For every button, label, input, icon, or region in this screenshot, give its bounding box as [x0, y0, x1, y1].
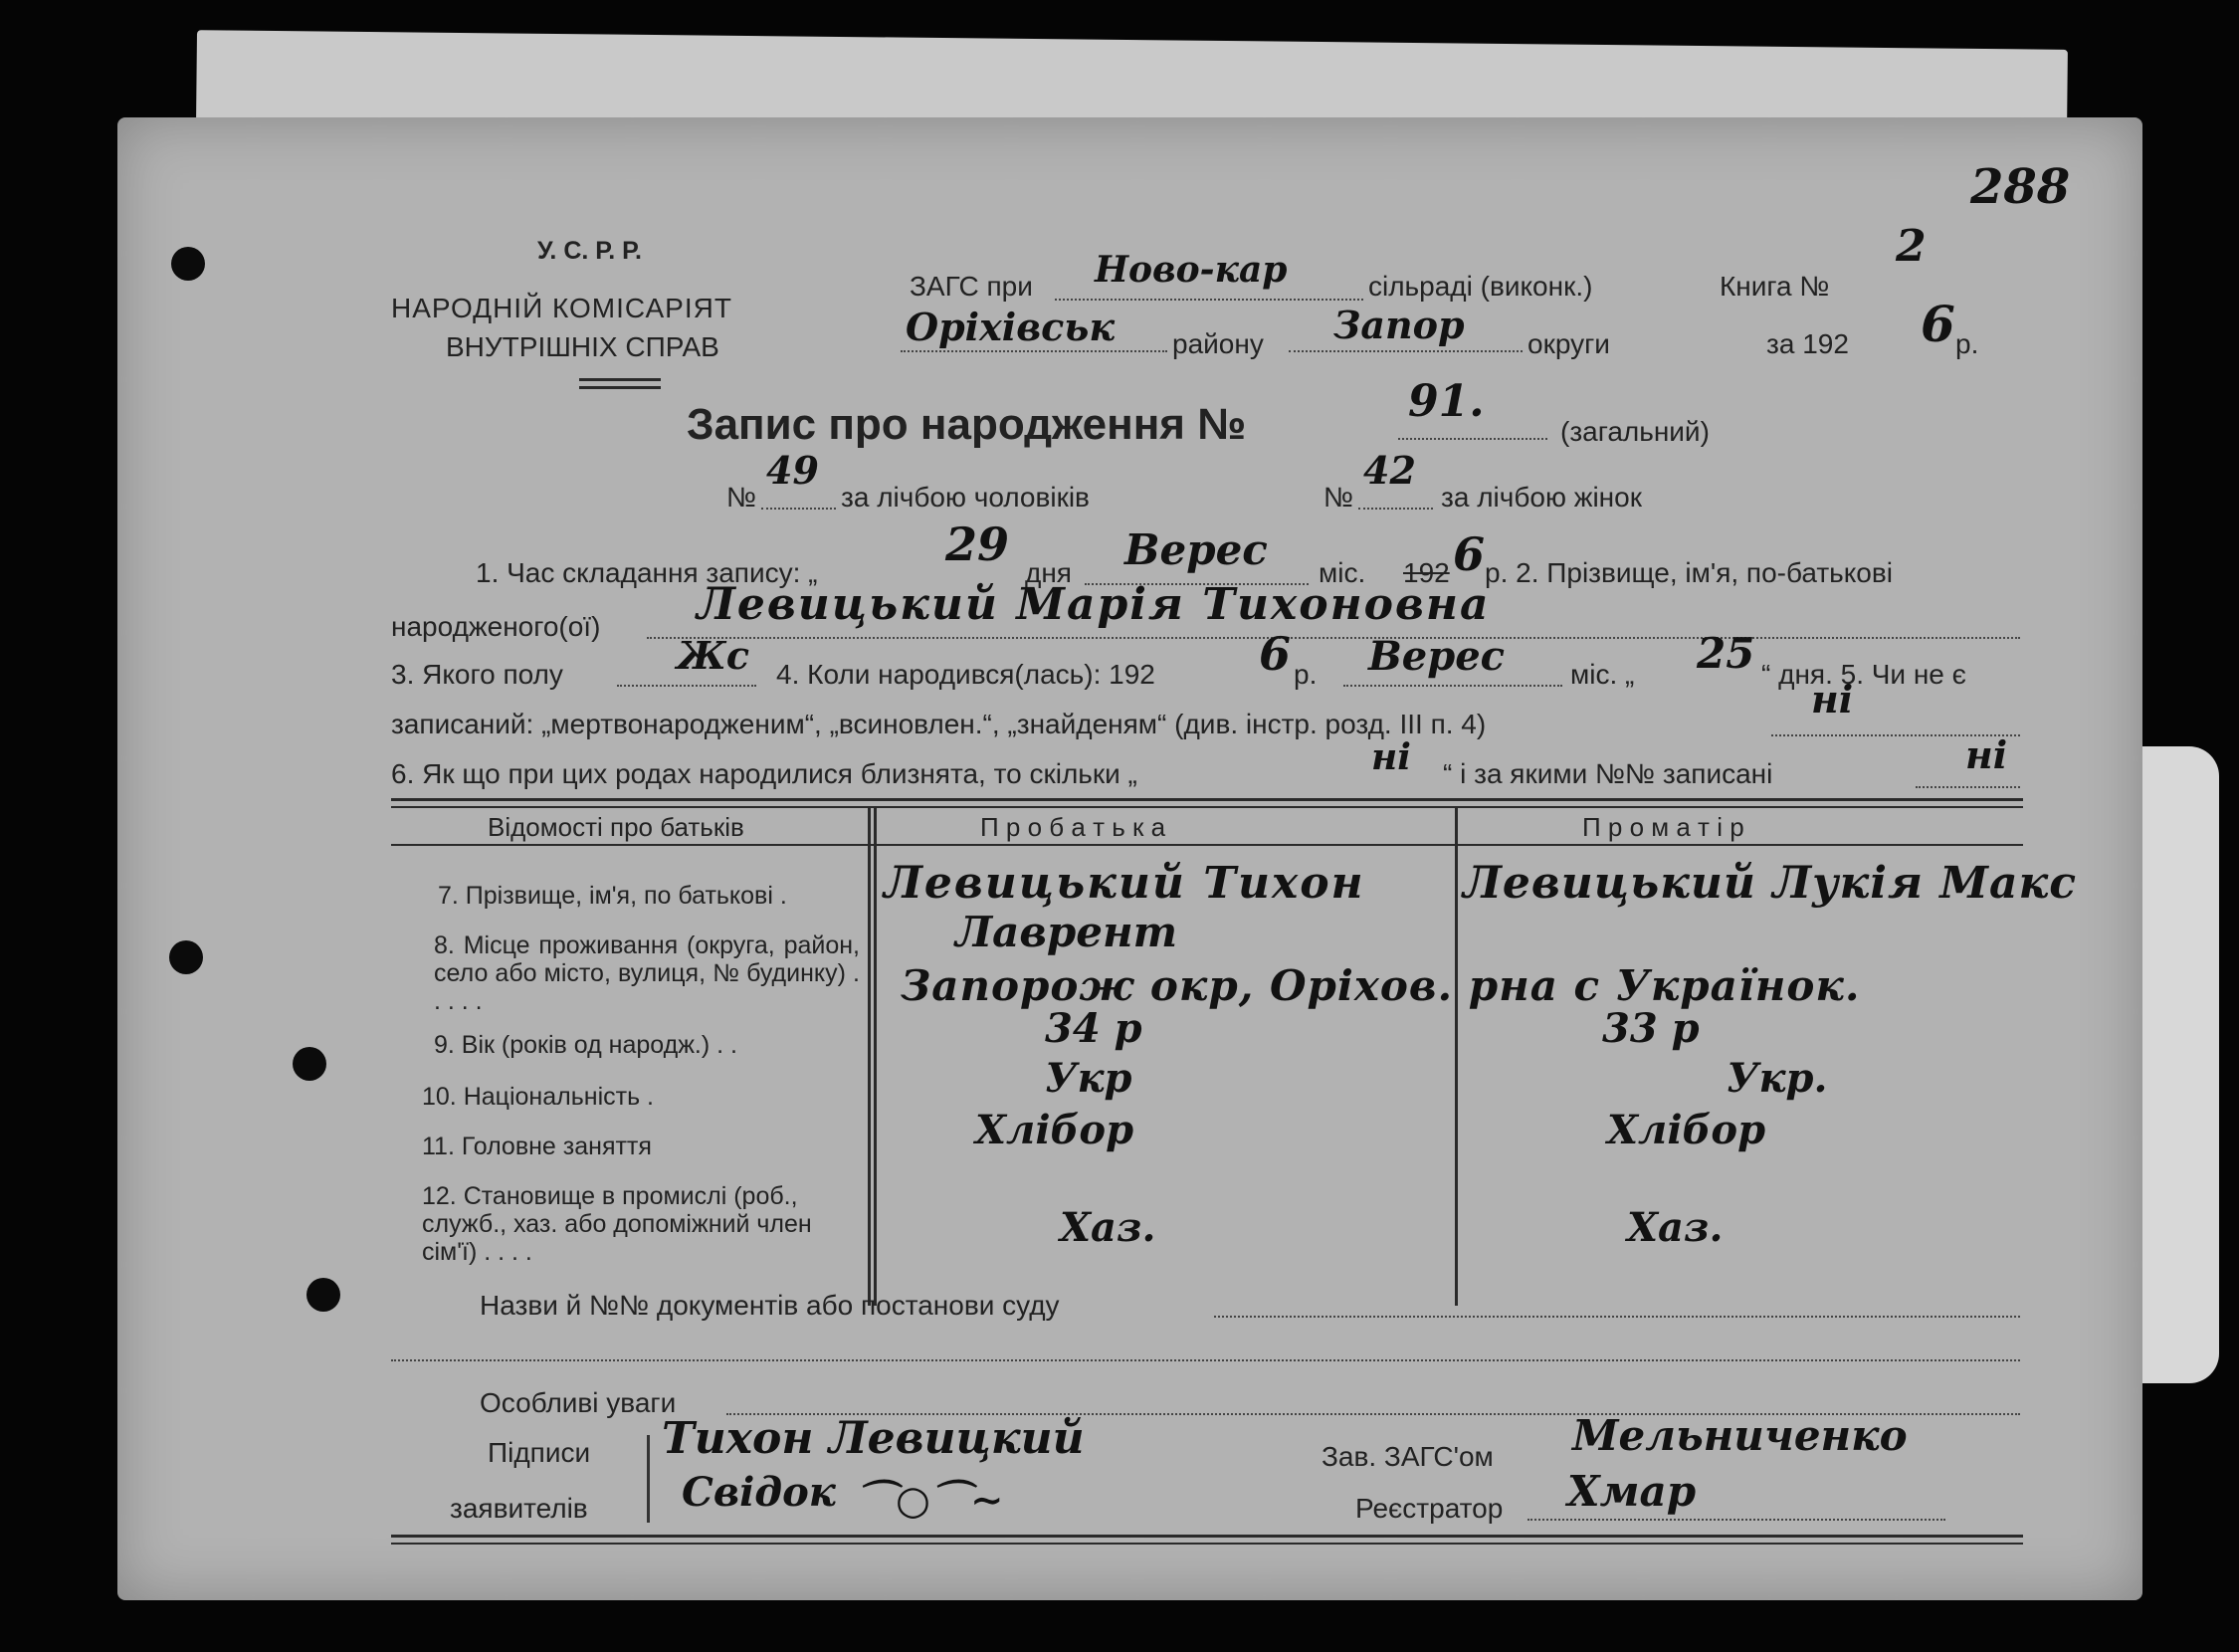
- bottom-rule: [391, 1543, 2023, 1545]
- female-count: 42: [1363, 448, 1416, 493]
- father-occupation: Хлібор: [975, 1107, 1134, 1153]
- table-col-divider: [1455, 808, 1458, 1306]
- row-label-nationality: 10. Національність .: [422, 1083, 654, 1111]
- f4-month-label: міс. „: [1570, 659, 1635, 690]
- sign-label2: заявителів: [450, 1493, 588, 1524]
- f5-value: ні: [1811, 677, 1854, 722]
- row-label-age: 9. Вік (років од народж.) . .: [434, 1031, 737, 1059]
- divider: [579, 378, 661, 381]
- fill-line: [617, 685, 756, 687]
- f4-label: 4. Коли народився(лась): 192: [776, 659, 1155, 690]
- fill-line: [1398, 438, 1547, 440]
- female-label: за лічбою жінок: [1441, 482, 1642, 513]
- punch-hole: [171, 247, 205, 281]
- book-label: Книга №: [1720, 271, 1830, 302]
- table-top-rule: [391, 798, 2023, 801]
- mother-age: 33 р: [1602, 1005, 1700, 1052]
- witness-signature: Свідок: [682, 1469, 836, 1516]
- row-label-name: 7. Прізвище, ім'я, по батькові .: [438, 882, 787, 910]
- head-signature: Мельниченко: [1572, 1411, 1908, 1460]
- col-father-header: П р о б а т ь к а: [980, 812, 1166, 842]
- head-label: Зав. ЗАГС'ом: [1322, 1441, 1494, 1472]
- archive-number: 288: [1970, 159, 2071, 215]
- okrug-label: округи: [1527, 328, 1610, 359]
- ministry-line1: НАРОДНІЙ КОМІСАРІЯТ: [391, 293, 732, 323]
- applicant-signature: Тихон Левицкий: [662, 1413, 1085, 1464]
- residence-value: Запорож окр, Оріхов. рна с Українок.: [901, 961, 1861, 1010]
- f1-day: 29: [945, 517, 1010, 571]
- sign-label1: Підписи: [488, 1437, 591, 1468]
- f1-month-label: міс.: [1319, 557, 1366, 588]
- male-label: за лічбою чоловіків: [841, 482, 1090, 513]
- f3-value: Жс: [677, 633, 749, 678]
- father-nationality: Укр: [1045, 1055, 1132, 1102]
- f2-value: Левицький Марія Тихоновна: [697, 579, 1491, 630]
- punch-hole: [306, 1278, 340, 1312]
- registrar-signature: Хмар: [1567, 1467, 1697, 1516]
- col-parents-header: Відомості про батьків: [488, 812, 744, 842]
- fill-line: [1358, 508, 1433, 510]
- rayon-value: Оріхівськ: [906, 305, 1116, 349]
- zags-label: ЗАГС при: [910, 271, 1033, 302]
- mother-nationality: Укр.: [1727, 1055, 1828, 1102]
- f4-day: 25: [1697, 629, 1755, 678]
- ministry-line2: ВНУТРІШНІХ СПРАВ: [446, 331, 719, 362]
- fill-line: [1289, 350, 1523, 352]
- book-value: 2: [1896, 221, 1927, 272]
- fill-line: [1055, 299, 1363, 301]
- f1-year: 6: [1453, 527, 1486, 581]
- table-col-divider: [874, 808, 877, 1306]
- mother-occupation: Хлібор: [1607, 1107, 1766, 1153]
- male-no-sign: №: [726, 482, 757, 513]
- f5-label: записаний: „мертвонародженим“, „всиновлен.“, „знайденям“ (див. інстр. розд. III п. 4): [391, 709, 1487, 739]
- back-sheet-tab: [2139, 746, 2219, 1383]
- f1-year-printed: 192: [1403, 557, 1450, 588]
- fill-line: [1916, 786, 2020, 788]
- f2-label2: народженого(ої): [391, 611, 601, 642]
- father-name: Левицький Тихон: [884, 858, 1365, 909]
- fill-line: [1343, 685, 1562, 687]
- f6-label2: “ і за якими №№ записані: [1443, 758, 1773, 789]
- f6-value2: ні: [1965, 732, 2008, 777]
- f6-value1: ні: [1371, 736, 1411, 778]
- bottom-rule: [391, 1535, 2023, 1538]
- fill-line: [391, 1359, 2020, 1361]
- f1-month: Верес: [1124, 525, 1268, 574]
- fill-line: [1527, 1519, 1945, 1521]
- f4-year: 6: [1259, 627, 1292, 681]
- okrug-value: Запор: [1333, 303, 1465, 347]
- father-patronymic: Лаврент: [955, 908, 1178, 956]
- f4-day-label: “ дня. 5. Чи не є: [1761, 659, 1966, 690]
- record-title: Запис про народження №: [687, 400, 1247, 449]
- signature-bracket: [647, 1435, 650, 1523]
- female-no-sign: №: [1323, 482, 1354, 513]
- notes-label: Особливі уваги: [480, 1387, 677, 1418]
- col-mother-header: П р о м а т і р: [1582, 812, 1744, 842]
- state-label: У. С. Р. Р.: [537, 237, 642, 265]
- fill-line: [761, 508, 836, 510]
- registrar-label: Реєстратор: [1355, 1493, 1504, 1524]
- rayon-label: району: [1172, 328, 1264, 359]
- father-status: Хаз.: [1060, 1204, 1156, 1251]
- year-value: 6: [1921, 295, 1955, 353]
- fill-line: [1214, 1316, 2020, 1318]
- table-top-rule: [391, 806, 2023, 808]
- punch-hole: [293, 1047, 326, 1081]
- general-label: (загальний): [1560, 416, 1710, 447]
- council-label: сільраді (виконк.): [1368, 271, 1593, 302]
- f1-label: 1. Час складання запису: „: [476, 557, 818, 588]
- f4-r: р.: [1294, 659, 1318, 690]
- divider: [579, 386, 661, 389]
- witness-signature-scribble: ⌒○⌒∼: [856, 1477, 1004, 1524]
- zags-value: Ново-кар: [1095, 249, 1288, 291]
- f6-label: 6. Як що при цих родах народилися близнята, то скільки „: [391, 758, 1137, 789]
- f3-label: 3. Якого полу: [391, 659, 563, 690]
- mother-status: Хаз.: [1627, 1204, 1724, 1251]
- male-count: 49: [766, 448, 819, 493]
- f1-day-label: дня: [1025, 557, 1072, 588]
- year-label: за 192: [1766, 328, 1849, 359]
- fill-line: [647, 637, 2020, 639]
- record-number: 91.: [1408, 376, 1485, 427]
- fill-line: [901, 350, 1167, 352]
- f2-label: р. 2. Прізвище, ім'я, по-батькові: [1485, 557, 1893, 588]
- table-header-rule: [391, 844, 2023, 846]
- documents-label: Назви й №№ документів або постанови суду: [480, 1290, 1060, 1321]
- f4-month: Верес: [1368, 633, 1506, 680]
- row-label-status: 12. Становище в промислі (роб., служб., хаз. або допоміжний член сім'ї) . . . .: [422, 1182, 812, 1266]
- table-col-divider: [868, 808, 871, 1306]
- father-age: 34 р: [1045, 1005, 1142, 1052]
- punch-hole: [169, 940, 203, 974]
- row-label-occupation: 11. Головне заняття: [422, 1133, 652, 1160]
- year-suffix: р.: [1955, 328, 1979, 359]
- row-label-residence: 8. Місце проживання (округа, район, село або місто, вулиця, № будинку) . . . . .: [434, 931, 860, 1015]
- mother-name: Левицький Лукія Макс: [1463, 858, 2078, 909]
